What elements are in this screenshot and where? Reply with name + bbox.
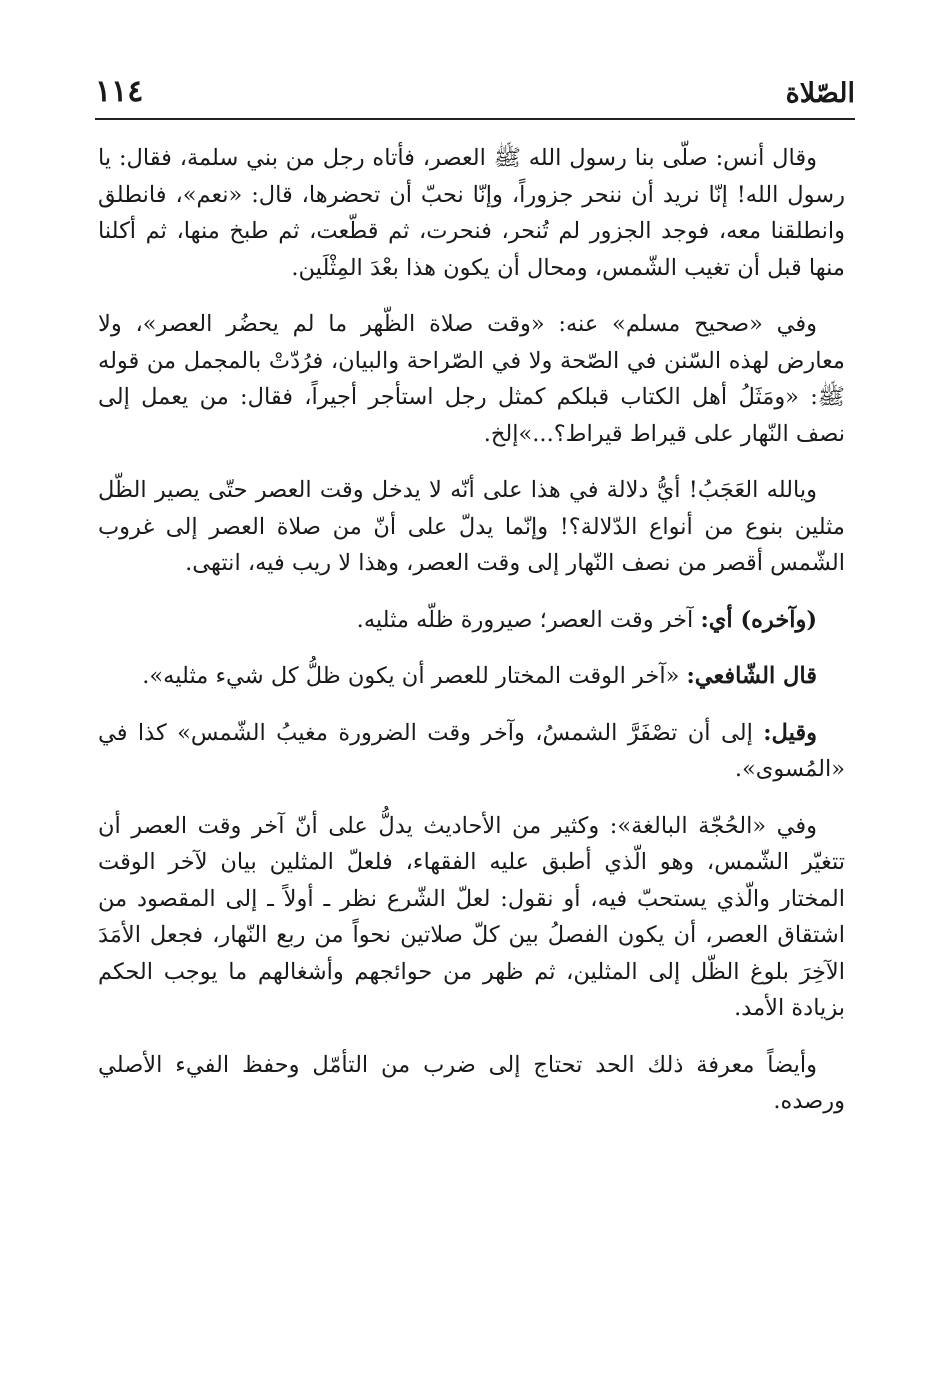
paragraph-text: وفي «الحُجّة البالغة»: وكثير من الأحاديث يدلُّ على أنّ آخر وقت العصر أن تتغيّر الشّمس، وهو الّذي أطبق عليه الفقهاء، فلعلّ المثلين بيان لآخر الوقت المختار والّذي يستحبّ فيه، أو نقول: لعلّ الشّرع نظر ـ أولاً ـ إلى المقصود من اشتقاق العصر، أن يكون الفصلُ بين كلّ صلاتين نحواً من ربع النّهار، فجعل الأمَدَ الآخِرَ بلوغ الظّل إلى المثلين، ثم ظهر من حوائجهم وأشغالهم ما يوجب الحكم بزيادة الأمد.: [98, 812, 845, 1021]
paragraph-text: وفي «صحيح مسلم» عنه: «وقت صلاة الظّهر ما لم يحضُر العصر»، ولا معارض لهذه السّنن في الصّحة ولا في الصّراحة والبيان، فرُدّتْ بالمجمل من قوله ﷺ: «ومَثَلُ أهل الكتاب قبلكم كمثل رجل استأجر أجيراً، فقال: من يعمل إلى نصف النّهار على قيراط قيراط؟...»إلخ.: [98, 311, 845, 447]
paragraph-anas-hadith: [98, 140, 845, 286]
paragraph-text: «آخر الوقت المختار للعصر أن يكون ظلُّ كل شيء مثليه».: [142, 663, 687, 689]
page-body: [98, 140, 845, 1140]
paragraph-sahih-muslim: [98, 306, 845, 452]
paragraph-lead: وقيل:: [763, 719, 817, 746]
paragraph-text: وأيضاً معرفة ذلك الحد تحتاج إلى ضرب من التأمّل وحفظ الفيء الأصلي ورصده.: [98, 1051, 845, 1114]
paragraph-wonder: [98, 472, 845, 582]
page-header: [95, 72, 855, 120]
paragraph-shafii: [98, 658, 845, 695]
page-number: ١١٤: [95, 74, 144, 109]
paragraph-hujja: [98, 808, 845, 1027]
paragraph-end-time: [98, 602, 845, 639]
paragraph-lead: (وآخره) أي:: [700, 606, 817, 633]
running-title: الصّلاة: [785, 78, 855, 109]
paragraph-text: ويالله العَجَبُ! أيُّ دلالة في هذا على أنّه لا يدخل وقت العصر حتّى يصير الظّل مثلين بنوع من أنواع الدّلالة؟! وإنّما يدلّ على أنّ من صلاة العصر إلى غروب الشّمس أقصر من نصف النّهار إلى وقت العصر، وهذا لا ريب فيه، انتهى.: [98, 477, 845, 576]
paragraph-also: [98, 1047, 845, 1120]
paragraph-text: إلى أن تصْفَرَّ الشمسُ، وآخر وقت الضرورة مغيبُ الشّمس» كذا في «المُسوى».: [98, 719, 845, 782]
paragraph-text: آخر وقت العصر؛ صيرورة ظلّه مثليه.: [356, 606, 701, 633]
paragraph-text: وقال أنس: صلّى بنا رسول الله ﷺ العصر، فأتاه رجل من بني سلمة، فقال: يا رسول الله! إنّا نريد أن ننحر جزوراً، وإنّا نحبّ أن تحضرها، قال: «نعم»، فانطلق وانطلقنا معه، فوجد الجزور لم تُنحر، فنحرت، ثم قطّعت، ثم طبخ منها، ثم أكلنا منها قبل أن تغيب الشّمس، ومحال أن يكون هذا بعْدَ المِثْلَين.: [98, 145, 845, 281]
paragraph-it-is-said: [98, 715, 845, 788]
paragraph-lead: قال الشّافعي:: [686, 663, 817, 689]
